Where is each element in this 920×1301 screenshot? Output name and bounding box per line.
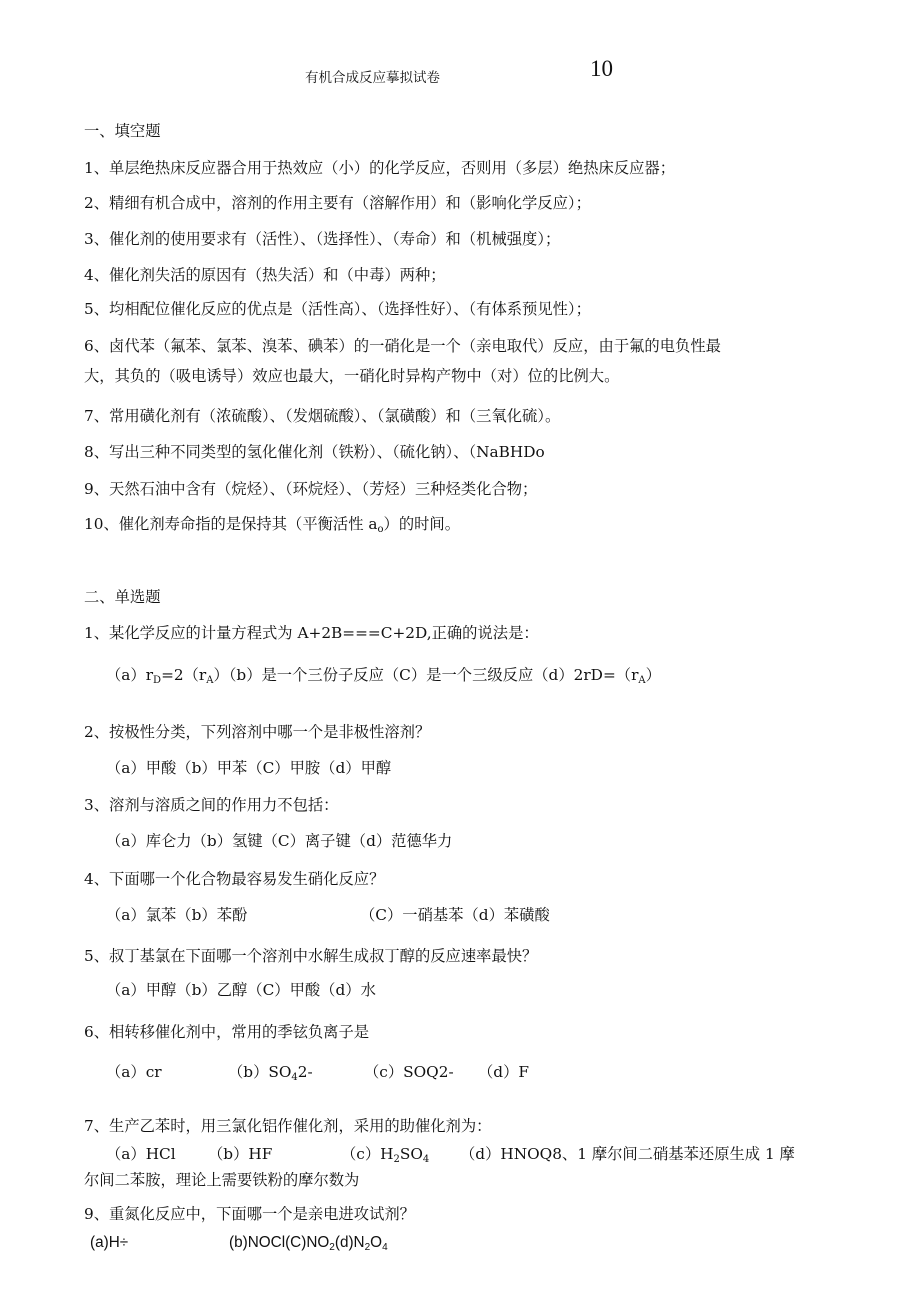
q1-opt-a: （a）r: [106, 666, 154, 684]
mc-question-4-options-right: （C）一硝基苯（d）苯磺酸: [360, 906, 550, 924]
q9-sub2: 2: [364, 1242, 371, 1253]
q6-opt-b-sub: 4: [291, 1072, 298, 1083]
fill-item-10: [84, 514, 460, 540]
fill-item-7: 7、常用磺化剂有（浓硫酸）、（发烟硫酸）、（氯磺酸）和（三氧化硫）。: [84, 407, 561, 425]
q1-sub-d: D: [153, 675, 162, 686]
mc-question-7-option-c: [341, 1144, 429, 1170]
q7-opt-c-pre: （c）H: [341, 1145, 394, 1163]
q1-sub-a: A: [206, 675, 214, 686]
mc-question-1-options: [106, 665, 661, 691]
fill-item-2: 2、精细有机合成中，溶剂的作用主要有（溶解作用）和（影响化学反应）；: [84, 194, 591, 212]
fill-item-8: 8、写出三种不同类型的氢化催化剂（铁粉）、（硫化钠）、（NaBHDo: [84, 443, 545, 461]
fill-item-5: 5、均相配位催化反应的优点是（活性高）、（选择性好）、（有体系预见性）；: [84, 300, 591, 318]
fill-item-6-continuation: 大，其负的（吸电诱导）效应也最大，一硝化时异构产物中（对）位的比例大。: [84, 367, 620, 385]
mc-question-6-option-c: （c）SOQ2-: [364, 1063, 454, 1081]
mc-question-6-option-b: [228, 1062, 313, 1088]
mc-question-5-options: （a）甲醇（b）乙醇（C）甲酸（d）水: [106, 981, 376, 999]
q1-opt-rest: ）（b）是一个三份子反应（C）是一个三级反应（d）2rD=（r: [213, 666, 639, 684]
mc-question-5: 5、叔丁基氯在下面哪一个溶剂中水解生成叔丁醇的反应速率最快？: [84, 947, 538, 965]
q1-sub-a2: A: [638, 675, 646, 686]
fill-item-3: 3、催化剂的使用要求有（活性）、（选择性）、（寿命）和（机械强度）；: [84, 230, 561, 248]
q9-opt-b-pre: (b)NOCl(C)NO: [229, 1234, 330, 1251]
q9-sub1: 2: [329, 1242, 335, 1253]
document-title: 有机合成反应摹拟试卷: [305, 70, 440, 86]
mc-question-3: 3、溶剂与溶质之间的作用力不包括：: [84, 796, 339, 814]
mc-question-7-option-d: （d）HNOQ8、1 摩尔间二硝基苯还原生成 1 摩: [460, 1145, 795, 1163]
mc-question-6: 6、相转移催化剂中，常用的季铉负离子是: [84, 1023, 370, 1041]
mc-question-9-option-b: [229, 1233, 388, 1258]
fill-item-10-suffix: ）的时间。: [383, 515, 461, 533]
fill-item-6: 6、卤代苯（氟苯、氯苯、溴苯、碘苯）的一硝化是一个（亲电取代）反应，由于氟的电负性最: [84, 337, 721, 355]
fill-item-9: 9、天然石油中含有（烷烃）、（环烷烃）、（芳烃）三种烃类化合物；: [84, 480, 538, 498]
mc-question-1: 1、某化学反应的计量方程式为 A+2B===C+2D,正确的说法是：: [84, 624, 539, 642]
mc-question-9-option-a: (a)H÷: [90, 1234, 129, 1251]
mc-question-2: 2、按极性分类，下列溶剂中哪一个是非极性溶剂？: [84, 723, 431, 741]
fill-item-4: 4、催化剂失活的原因有（热失活）和（中毒）两种；: [84, 266, 446, 284]
section-heading-fill-blank: 一、填空题: [84, 122, 161, 140]
mc-question-2-options: （a）甲酸（b）甲苯（C）甲胺（d）甲醇: [106, 759, 392, 777]
mc-question-6-option-d: （d）F: [478, 1063, 529, 1081]
mc-question-4-options-left: （a）氯苯（b）苯酚: [106, 906, 248, 924]
fill-item-1: 1、单层绝热床反应器合用于热效应（小）的化学反应，否则用（多层）绝热床反应器；: [84, 159, 676, 177]
mc-question-8-continuation: 尔间二苯胺，理论上需要铁粉的摩尔数为: [84, 1171, 360, 1189]
q9-sub3: 4: [382, 1242, 388, 1253]
mc-question-7: 7、生产乙苯时，用三氯化铝作催化剂，采用的助催化剂为：: [84, 1117, 492, 1135]
q6-opt-b-pre: （b）SO: [228, 1063, 292, 1081]
q9-opt-b-mid2: O: [370, 1234, 383, 1251]
fill-item-10-prefix: 10、催化剂寿命指的是保持其（平衡活性 a: [84, 515, 378, 533]
q7-opt-c-sub2: 4: [422, 1154, 430, 1165]
mc-question-4: 4、下面哪一个化合物最容易发生硝化反应？: [84, 870, 385, 888]
mc-question-7-option-b: （b）HF: [208, 1145, 273, 1163]
section-heading-single-choice: 二、单选题: [84, 588, 161, 606]
q9-opt-b-mid: (d)N: [334, 1234, 365, 1251]
mc-question-3-options: （a）库仑力（b）氢键（C）离子键（d）范德华力: [106, 832, 453, 850]
q1-opt-end: ）: [645, 666, 661, 684]
q6-opt-b-post: 2-: [297, 1063, 313, 1081]
mc-question-9: 9、重氮化反应中，下面哪一个是亲电进攻试剂？: [84, 1205, 415, 1223]
q1-opt-a-mid: =2（r: [161, 666, 207, 684]
document-number: 10: [590, 56, 613, 81]
mc-question-7-option-a: （a）HCl: [106, 1145, 176, 1163]
q7-opt-c-mid: SO: [399, 1145, 423, 1163]
mc-question-6-option-a: （a）cr: [106, 1063, 162, 1081]
fill-item-10-subscript: o: [377, 524, 384, 535]
q7-opt-c-sub1: 2: [393, 1154, 400, 1165]
